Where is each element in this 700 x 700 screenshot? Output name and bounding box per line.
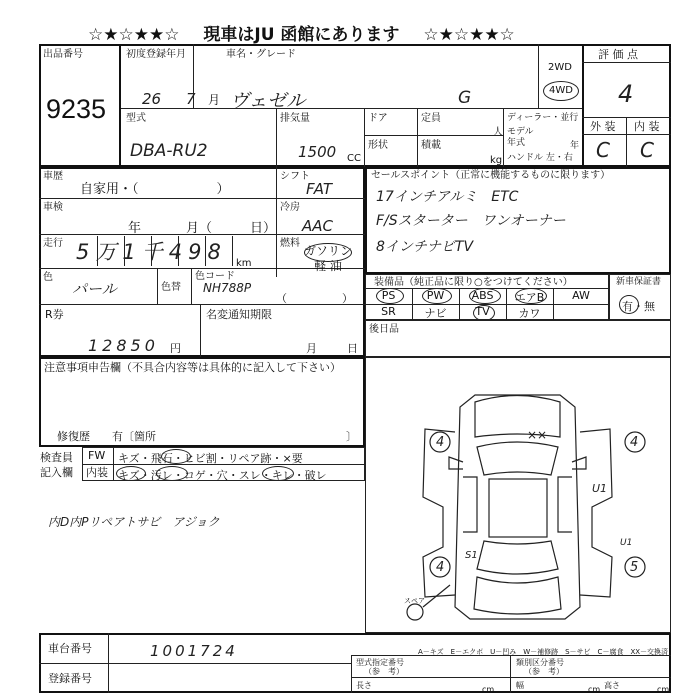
equip-airbag: エアB <box>514 291 545 304</box>
rating-score: 4 <box>618 80 634 108</box>
equipment-label: 装備品（純正品に限り○をつけてください） <box>374 277 573 288</box>
color-change-label: 色替 <box>161 282 181 293</box>
warranty-circle <box>619 295 639 314</box>
fw-text: キズ・飛石・ヒビ割・リペア跡・×要 <box>118 452 303 465</box>
height-unit: cm <box>657 685 670 694</box>
reg-number-label: 登録番号 <box>48 672 92 685</box>
diagram-mark-tire-fr: 4 <box>630 435 639 450</box>
type-label: 型式 <box>126 113 146 124</box>
recycle-value: 12850 <box>88 336 159 355</box>
mileage-label: 走行 <box>43 238 63 249</box>
transfer-day: 日 <box>347 342 358 355</box>
equip-circle-airbag <box>515 288 547 304</box>
registration-year: 26 <box>142 90 162 108</box>
interior-grade: C <box>640 138 654 162</box>
equip-sr: SR <box>381 305 396 318</box>
sales-point-2: F/Sスターター ワンオーナー <box>376 213 566 229</box>
model-year-unit: 年 <box>570 141 580 151</box>
history-value: 自家用・（ ） <box>80 182 230 197</box>
diagram-mark-s1: S1 <box>465 550 478 561</box>
fuel-options: ガソリン 軽 油 <box>303 244 352 273</box>
diagram-mark-u1-right: U1 <box>592 482 608 495</box>
interior-label: 内 装 <box>634 120 660 133</box>
model-label: 車名・グレード <box>226 49 296 60</box>
chassis-label: 車台番号 <box>48 642 92 655</box>
lot-number: 9235 <box>46 94 107 124</box>
inspection-month: 月（ <box>186 221 213 236</box>
ac-value: AAC <box>302 217 333 235</box>
circle-stone <box>161 449 191 464</box>
circle-scratch <box>116 466 146 481</box>
diagram-mark-tire-rl: 4 <box>436 560 445 575</box>
inspector-label-1: 検査員 <box>40 451 73 464</box>
inspection-day: 日） <box>250 221 277 236</box>
color-paren: （ ） <box>276 292 353 305</box>
equip-leather: カワ <box>518 307 541 320</box>
equip-ps: PS <box>381 289 396 302</box>
displacement-label: 排気量 <box>280 113 310 124</box>
dealer-label: ディーラー・並行 <box>507 113 579 123</box>
load-label: 積載 <box>421 140 441 151</box>
diagram-mark-u1-rear: U1 <box>620 538 633 548</box>
model-year-label: モデル 年式 <box>507 127 534 148</box>
shift-label: シフト <box>280 171 310 182</box>
inspection-label: 車検 <box>43 202 63 213</box>
color-value: パール <box>72 280 117 298</box>
type-no-ref: （参 考） <box>364 667 404 676</box>
fuel-gasoline-circle <box>304 243 352 262</box>
header-banner <box>88 20 618 46</box>
recycle-unit: 円 <box>170 342 181 355</box>
equip-abs: ABS <box>471 289 494 302</box>
inspection-year: 年 <box>128 221 142 236</box>
damage-legend: A－キズ E－エクボ U－凹み W－補修跡 S－サビ C－腐食 XX－交換済 <box>418 648 669 656</box>
car-diagram <box>365 357 671 633</box>
drive-4wd-circled <box>543 81 579 101</box>
equip-pw: PW <box>426 289 445 302</box>
mileage-unit: km <box>236 258 252 269</box>
notes-label: 注意事項申告欄（不具合内容等は具体的に記入して下さい） <box>44 361 341 374</box>
lot-label: 出品番号 <box>43 49 83 60</box>
equip-circle-ps <box>376 288 404 304</box>
model-name: ヴェゼル <box>230 90 306 112</box>
equip-circle-pw <box>422 288 452 304</box>
shift-value: FAT <box>306 180 333 198</box>
repair-history-close: 〕 <box>346 430 357 443</box>
fw-label: FW <box>88 449 106 462</box>
aftermarket-label: 後日品 <box>369 324 399 335</box>
exterior-label: 外 装 <box>590 120 616 133</box>
diagram-mark-xx: ×× <box>527 428 548 442</box>
sales-point-3: 8インチナビTV <box>376 239 474 255</box>
drive-4wd: 4WD <box>549 85 573 96</box>
chassis-value: 1001724 <box>150 642 238 660</box>
class-no-ref: （参 考） <box>524 667 564 676</box>
diagram-mark-tire-fl: 4 <box>436 435 445 450</box>
mileage-value: 5万1千498 <box>76 240 227 264</box>
length-label: 長さ <box>356 681 372 690</box>
circle-wear <box>262 466 294 481</box>
transfer-label: 名変通知期限 <box>206 308 272 321</box>
rating-label: 評 価 点 <box>598 48 638 61</box>
exterior-grade: C <box>596 138 610 162</box>
ac-label: 冷房 <box>280 202 300 213</box>
color-code: NH788P <box>203 281 252 295</box>
history-label: 車歴 <box>43 171 63 182</box>
color-label: 色 <box>43 272 53 283</box>
type-no-label: 型式指定番号 <box>356 658 404 667</box>
length-unit: cm <box>482 685 495 694</box>
recycle-label: R券 <box>45 308 64 321</box>
transfer-month: 月 <box>306 342 317 355</box>
header-stars-right: ☆★☆★★☆ <box>423 25 515 45</box>
equip-circle-abs <box>469 288 501 304</box>
equip-navi: ナビ <box>424 307 447 320</box>
interior-inspect-text: キズ・汚レ・コゲ・穴・スレ・キレ・破レ <box>118 469 327 482</box>
diagram-mark-tire-rr: 5 <box>630 560 639 575</box>
repair-history: 修復歴 有〔箇所 <box>57 430 156 443</box>
width-label: 幅 <box>516 681 524 690</box>
sales-point-1: 17インチアルミ ETC <box>376 189 519 205</box>
sales-points-label: セールスポイント（正常に機能するものに限ります） <box>371 170 611 181</box>
door-label: ドア <box>368 113 388 124</box>
warranty-value: 有・無 <box>622 300 655 313</box>
registration-month: 7 <box>186 90 196 108</box>
capacity-unit: 人 <box>493 127 503 138</box>
displacement-value: 1500 <box>298 143 337 161</box>
type-value: DBA-RU2 <box>130 141 208 161</box>
registration-label: 初度登録年月 <box>126 49 186 60</box>
capacity-label: 定員 <box>421 113 441 124</box>
displacement-unit: CC <box>347 153 361 164</box>
width-unit: cm <box>588 685 601 694</box>
class-no-label: 類別区分番号 <box>516 658 564 667</box>
inspector-label-2: 記入欄 <box>40 466 73 479</box>
height-label: 高さ <box>604 681 620 690</box>
drive-2wd: 2WD <box>548 62 572 73</box>
diagram-spare-label: スペア <box>404 597 425 605</box>
shape-label: 形状 <box>368 140 388 151</box>
interior-inspect-label: 内装 <box>86 466 108 479</box>
load-unit: kg <box>490 155 503 166</box>
color-code-label: 色コード <box>195 271 235 282</box>
registration-month-unit: 月 <box>208 93 221 107</box>
handle-label: ハンドル 左・右 <box>507 153 573 163</box>
fuel-label: 燃料 <box>280 238 300 249</box>
aftermarket-box <box>365 320 671 357</box>
warranty-label: 新車保証書 <box>616 277 662 287</box>
model-grade: G <box>458 88 472 108</box>
inspector-handwritten: 内D内Pリペアトサビ アジョク <box>48 515 220 529</box>
header-title: 現車はJU 函館にあります <box>203 25 400 45</box>
equip-aw: AW <box>572 289 590 302</box>
circle-dirt <box>156 466 188 481</box>
equip-tv: TV <box>475 305 490 318</box>
header-stars-left: ☆★☆★★☆ <box>88 25 180 45</box>
equip-circle-tv <box>473 305 495 321</box>
